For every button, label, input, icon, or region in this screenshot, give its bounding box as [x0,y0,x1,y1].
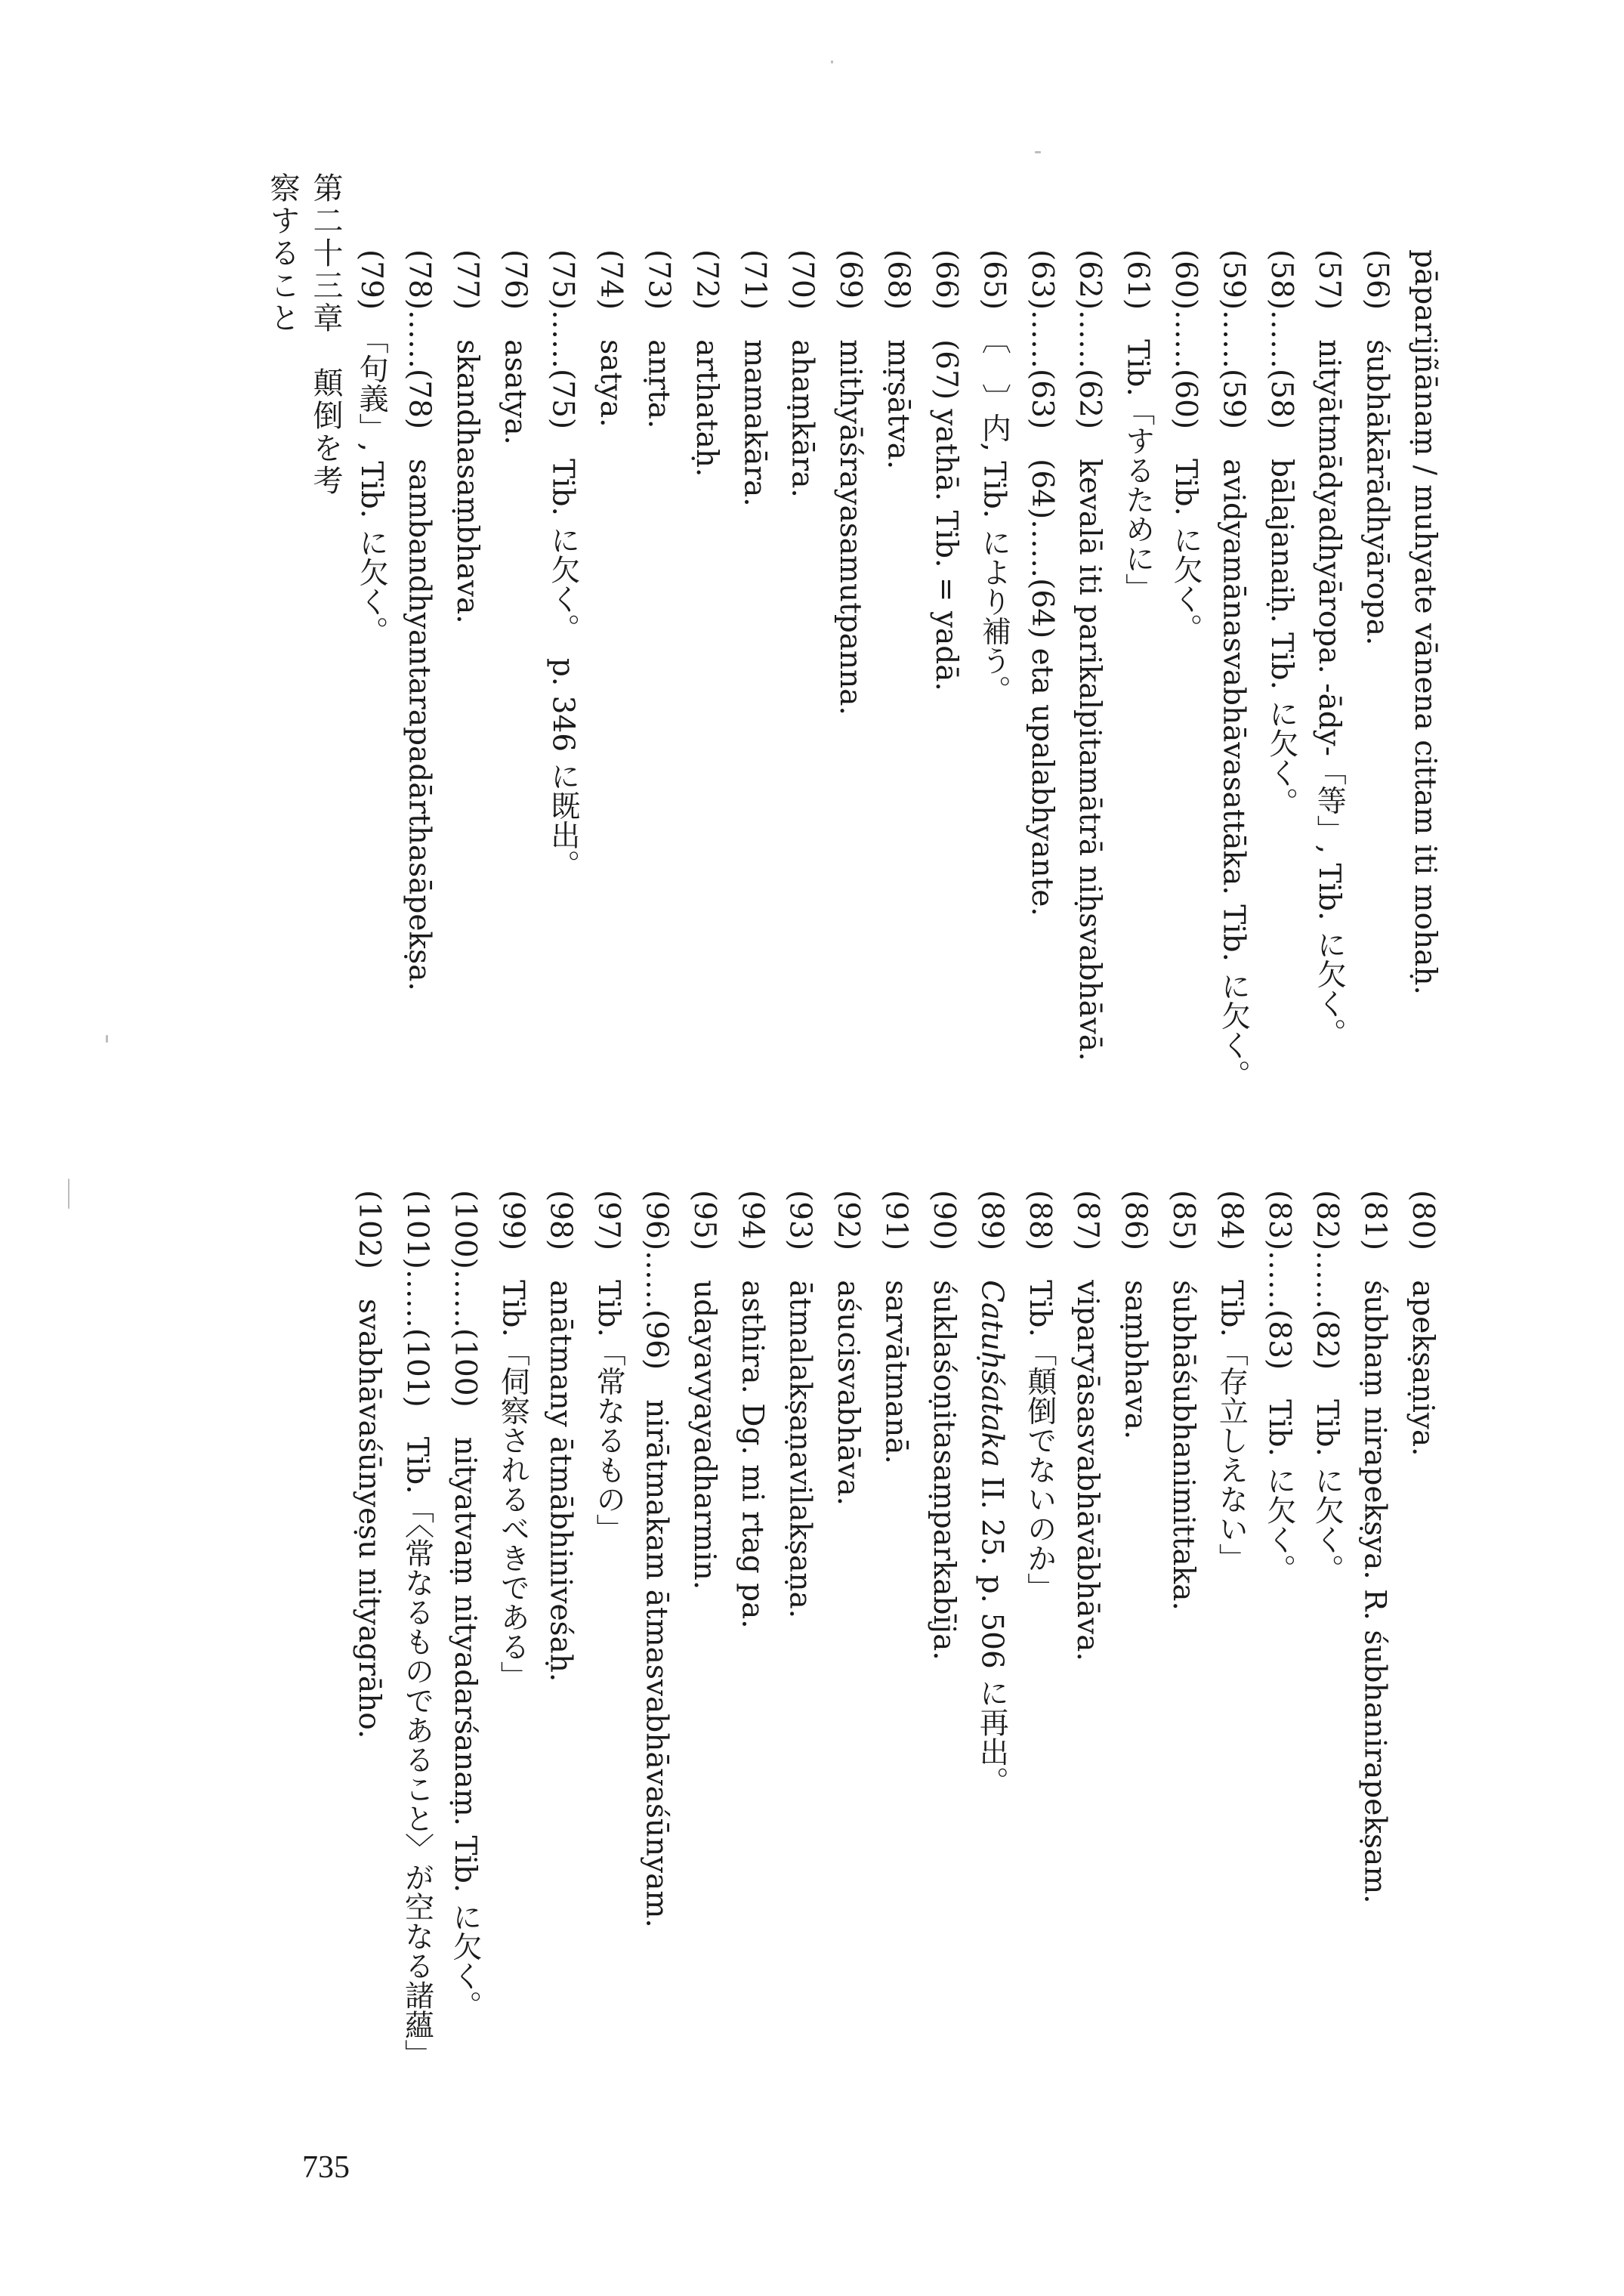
note-text: Tib.「顛倒でないのか」 [1022,1280,1057,1602]
note-number: (56) [1360,249,1394,311]
note-line [1401,249,1449,1231]
note-number: (90) [926,1190,961,1251]
note-number: (71) [737,249,772,311]
note-line [683,249,730,1231]
note-text: Tib. に欠く。 p. 346 に既出。 [545,459,580,879]
note-text: Catuḥśataka II. 25. p. 506 に再出。 [974,1280,1009,1797]
note-number: (92) [831,1190,866,1251]
note-number: (93) [783,1190,817,1251]
note-number: (97) [591,1190,626,1251]
note-text: satya. [594,339,628,428]
note-number: (63)……(63) [1024,249,1059,430]
note-number: (81) [1357,1190,1392,1251]
note-line [587,249,634,1231]
note-number: (62)……(62) [1073,249,1107,430]
note-line [1064,1190,1111,2172]
note-line [1017,249,1065,1231]
note-text: bālajanaiḥ. Tib. に欠く。 [1264,459,1298,817]
note-text: nityatvaṃ nityadarśanaṃ. Tib. に欠く。 [447,1436,482,2020]
note-text: 〔 〕内, Tib. により補う。 [977,339,1011,705]
note-line [681,1190,728,2172]
work-title: Catuḥśataka [974,1280,1009,1468]
note-text: Tib.「するために」 [1120,339,1155,603]
note-number: (65) [977,249,1011,311]
note-line [874,249,922,1231]
note-line [393,1190,440,2172]
note-line [968,1190,1015,2172]
note-text: asthira. Dg. mi rtag pa. [735,1280,770,1629]
note-text: apekṣaṇiya. [1406,1280,1440,1457]
note-line [1257,249,1304,1231]
note-number: (88) [1022,1190,1057,1251]
note-text: ahaṃkāra. [785,339,820,498]
note-text: Tib. に欠く。 [1168,459,1203,644]
note-number: (57) [1312,249,1347,311]
note-number: (101)……(101) [400,1190,434,1408]
note-line [1162,249,1209,1231]
notes-column-upper [286,249,1449,1231]
note-text: śubhākārādhyāropa. [1360,339,1394,646]
note-text: (67) yathā. Tib. = yadā. [928,339,963,691]
note-number: (60)……(60) [1168,249,1203,430]
note-line [922,249,970,1231]
note-text: anātmany ātmābhiniveśaḥ. [543,1280,578,1683]
note-text: anṛta. [641,339,676,429]
note-number: (78)……(78) [402,249,437,430]
note-line [824,1190,872,2172]
note-number: (85) [1166,1190,1200,1251]
note-number: (79) [354,249,389,311]
note-number: (68) [881,249,915,311]
note-number: (61) [1120,249,1155,311]
note-number: (84) [1214,1190,1249,1251]
note-line [872,1190,919,2172]
note-number: (98) [543,1190,578,1251]
note-text: skandhasaṃbhava. [449,339,484,624]
note-line [632,1190,680,2172]
note-line [536,1190,584,2172]
scan-speck [831,60,833,63]
note-number: (70) [785,249,820,311]
note-text: śuklaśoṇitasaṃparkabīja. [926,1280,961,1661]
note-text: Tib.「伺察されるべきである」 [496,1280,530,1691]
note-text: mṛṣātva. [881,339,915,470]
scan-speck [68,1179,69,1209]
note-number: (87) [1070,1190,1105,1251]
note-text: svabhāvaśūnyeṣu nityagrāho. [352,1298,387,1739]
note-text: saṃbhava. [1118,1280,1153,1440]
note-number: (69) [833,249,868,311]
note-number: (86) [1118,1190,1153,1251]
note-number: (100)……(100) [447,1190,482,1408]
note-line [491,249,539,1231]
note-text: asatya. [498,339,533,445]
note-line [1111,1190,1159,2172]
note-number: (89) [974,1190,1009,1251]
note-line [1159,1190,1207,2172]
note-line [728,1190,776,2172]
note-text: udayavyayadharmin. [687,1280,721,1590]
note-line [1305,249,1353,1231]
scan-speck [1035,151,1041,153]
note-line [778,249,826,1231]
note-number: (66) [928,249,963,311]
note-line [1351,1190,1398,2172]
note-number: (58)……(58) [1264,249,1298,430]
note-text: pāparijñānaṃ / muhyate vānena cittam iti mohaḥ. [1408,249,1442,995]
note-text: Tib.「常なるもの」 [591,1280,626,1544]
note-text: aśucisvabhāva. [831,1280,866,1506]
note-line [489,1190,536,2172]
note-line [776,1190,823,2172]
note-line [1353,249,1400,1231]
note-text: śubhaṃ nirapekṣya. R. śubhanirapekṣam. [1357,1280,1392,1904]
note-line [440,1190,488,2172]
note-text: śubhāśubhanimittaka. [1166,1280,1200,1611]
note-text: sambandhyantarapadārthasāpekṣa. [402,459,437,991]
note-text: mithyāśrayasamutpanna. [833,339,868,715]
note-line [585,1190,632,2172]
note-line [1399,1190,1446,2172]
running-header: 第二十三章 顛倒を考察すること [265,172,343,497]
note-number: (80) [1406,1190,1440,1251]
note-line [1303,1190,1351,2172]
note-line [347,249,395,1231]
page-number: 735 [302,2150,350,2185]
note-number: (82)……(82) [1310,1190,1345,1370]
note-line [970,249,1017,1231]
note-number: (77) [449,249,484,311]
note-text: avidyamānasvabhāvasattāka. Tib. に欠く。 [1216,459,1251,1089]
note-line [634,249,682,1231]
note-line [443,249,490,1231]
notes-column-lower [268,1190,1446,2172]
note-number: (94) [735,1190,770,1251]
note-number: (74) [594,249,628,311]
note-text: viparyāsasvabhāvābhāva. [1070,1280,1105,1661]
note-text: Tib. に欠く。 [1261,1399,1296,1584]
note-text: (64)……(64) eta upalabhyante. [1024,459,1059,916]
note-line [395,249,443,1231]
note-number: (72) [689,249,724,311]
note-text: nirātmakam ātmasvabhāvaśūnyam. [639,1399,674,1928]
note-text: arthataḥ. [689,339,724,477]
note-number: (95) [687,1190,721,1251]
note-text: sarvātmanā. [878,1280,913,1464]
note-number: (102) [352,1190,387,1269]
note-number: (73) [641,249,676,311]
note-text: Tib.「存立しえない」 [1214,1280,1249,1573]
note-number: (59)……(59) [1216,249,1251,430]
note-line [539,249,586,1231]
note-line [1255,1190,1302,2172]
note-number: (99) [496,1190,530,1251]
note-line [826,249,874,1231]
note-text: 「句義」, Tib. に欠く。 [354,339,389,646]
note-line [1207,1190,1255,2172]
note-text: Tib.「〈常なるものであること〉が空なる諸蘊」 [400,1436,434,2069]
note-number: (83)……(83) [1261,1190,1296,1370]
scan-speck [106,1035,108,1043]
note-text: ātmalakṣaṇavilakṣaṇa. [783,1280,817,1619]
note-number: (91) [878,1190,913,1251]
note-text: nityātmādyadhyāropa. -ādy-「等」, Tib. に欠く。 [1312,339,1347,1048]
note-number: (96)……(96) [639,1190,674,1370]
note-line [345,1190,393,2172]
note-text: Tib. に欠く。 [1310,1399,1345,1584]
note-number: (76) [498,249,533,311]
note-line [1066,249,1113,1231]
note-line [1113,249,1161,1231]
note-line [920,1190,968,2172]
note-line [730,249,778,1231]
note-line [1015,1190,1063,2172]
note-line [1209,249,1257,1231]
note-text: mamakāra. [737,339,772,507]
note-number: (75)……(75) [545,249,580,430]
note-text: kevalā iti parikalpitamātrā niḥsvabhāvā. [1073,459,1107,1061]
